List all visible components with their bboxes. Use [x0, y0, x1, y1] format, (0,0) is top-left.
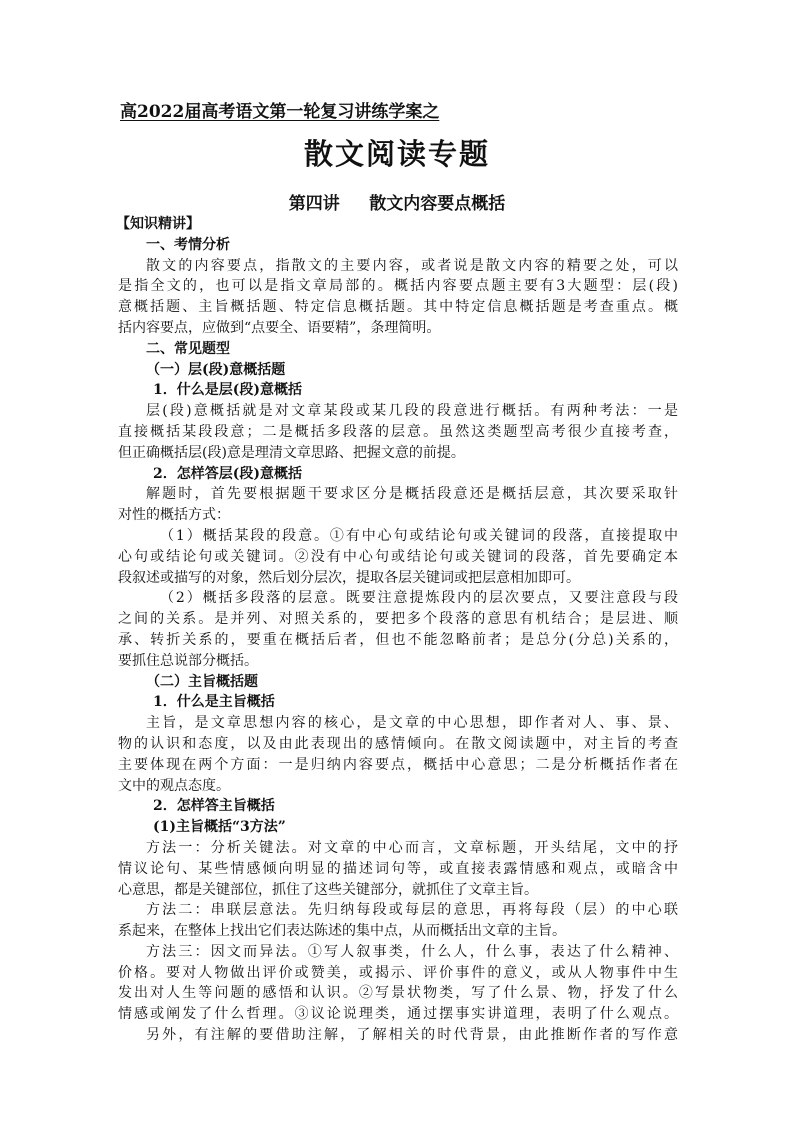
paragraph-line: 意概括题、主旨概括题、特定信息概括题。其中特定信息概括题是考查重点。概: [118, 299, 678, 316]
lecture-title: 第四讲 散文内容要点概括: [288, 194, 506, 214]
paragraph-line: 心句或结论句或关键词。②没有中心句或结论句或关键词的段落，首先要确定本: [118, 548, 678, 565]
paragraph-line: 承、转折关系的，要重在概括后者，但也不能忽略前者；是总分(分总)关系的，: [118, 631, 678, 648]
section-label: 【知识精讲】: [116, 216, 200, 232]
paragraph-line: 发出对人生等问题的感悟和认识。②写景状物类，写了什么景、物，抒发了什么: [118, 985, 678, 1002]
paragraph-line: 直接概括某段段意；二是概括多段落的层意。虽然这类题型高考很少直接考查，: [118, 423, 678, 440]
paragraph-line: 括内容要点，应做到“点要全、语要精”，条理简明。: [118, 319, 441, 336]
heading-theme-summary: （二）主旨概括题: [146, 673, 258, 690]
paragraph-line: 方法三：因文而异法。①写人叙事类，什么人，什么事，表达了什么精神、: [146, 943, 678, 960]
paragraph-line: 文中的观点态度。: [118, 777, 230, 794]
paragraph-line: 对性的概括方式：: [118, 507, 230, 524]
paragraph-line: 层(段)意概括就是对文章某段或某几段的段意进行概括。有两种考法：一是: [146, 403, 678, 420]
paragraph-line: 段叙述或描写的对象，然后划分层次，提取各层关键词或把层意相加即可。: [118, 569, 580, 586]
paragraph-line: 要抓住总说部分概括。: [118, 652, 258, 669]
paragraph-line: 物的认识和态度，以及由此表现出的感情倾向。在散文阅读题中，对主旨的考查: [118, 735, 678, 752]
paragraph-line: （2）概括多段落的层意。既要注意提炼段内的层次要点，又要注意段与段: [160, 590, 678, 607]
heading-paragraph-summary: （一）层(段)意概括题: [146, 361, 286, 378]
paragraph-line: 之间的关系。是并列、对照关系的，要把多个段落的意思有机结合；是层进、顺: [118, 611, 678, 628]
heading-exam-analysis: 一、考情分析: [146, 236, 230, 253]
paragraph-line: （1）概括某段的段意。①有中心句或结论句或关键词的段落，直接提取中: [160, 527, 678, 544]
paragraph-line: 情感或阐发了什么哲理。③议论说理类，通过摆事实讲道理，表明了什么观点。: [118, 1006, 678, 1023]
heading-how-paragraph-summary: 2．怎样答层(段)意概括: [153, 465, 302, 482]
paragraph-line: 情议论句、某些情感倾向明显的描述词句等，或直接表露情感和观点，或暗含中: [118, 860, 678, 877]
paragraph-line: 系起来，在整体上找出它们表达陈述的集中点，从而概括出文章的主旨。: [118, 923, 566, 940]
paragraph-line: 解题时，首先要根据题干要求区分是概括段意还是概括层意，其次要采取针: [146, 486, 678, 503]
heading-three-methods: (1)主旨概括“3方法”: [153, 819, 286, 836]
paragraph-line: 心意思，都是关键部位，抓住了这些关键部分，就抓住了文章主旨。: [118, 881, 538, 898]
document-series-title: 高2022届高考语文第一轮复习讲练学案之: [120, 102, 440, 122]
heading-how-theme-summary: 2．怎样答主旨概括: [153, 798, 275, 815]
paragraph-line: 主旨，是文章思想内容的核心，是文章的中心思想，即作者对人、事、景、: [146, 715, 678, 732]
paragraph-line: 散文的内容要点，指散文的主要内容，或者说是散文内容的精要之处，可以: [146, 257, 678, 274]
paragraph-line: 方法二：串联层意法。先归纳每段或每层的意思，再将每段（层）的中心联: [146, 902, 678, 919]
paragraph-line: 主要体现在两个方面：一是归纳内容要点，概括中心意思；二是分析概括作者在: [118, 756, 678, 773]
heading-what-is-paragraph-summary: 1．什么是层(段)意概括: [153, 382, 302, 399]
paragraph-line: 方法一：分析关键法。对文章的中心而言，文章标题，开头结尾，文中的抒: [146, 839, 678, 856]
heading-what-is-theme-summary: 1．什么是主旨概括: [153, 694, 275, 711]
heading-common-types: 二、常见题型: [146, 340, 230, 357]
paragraph-line: 价格。要对人物做出评价或赞美，或揭示、评价事件的意义，或从人物事件中生: [118, 964, 678, 981]
paragraph-line: 另外，有注解的要借助注解，了解相关的时代背景，由此推断作者的写作意: [146, 1027, 678, 1044]
paragraph-line: 是指全文的，也可以是指文章局部的。概括内容要点题主要有3大题型：层(段): [118, 278, 678, 295]
main-title: 散文阅读专题: [303, 137, 490, 171]
paragraph-line: 但正确概括层(段)意是理清文章思路、把握文意的前提。: [118, 444, 465, 461]
document-body: [118, 214, 678, 1046]
